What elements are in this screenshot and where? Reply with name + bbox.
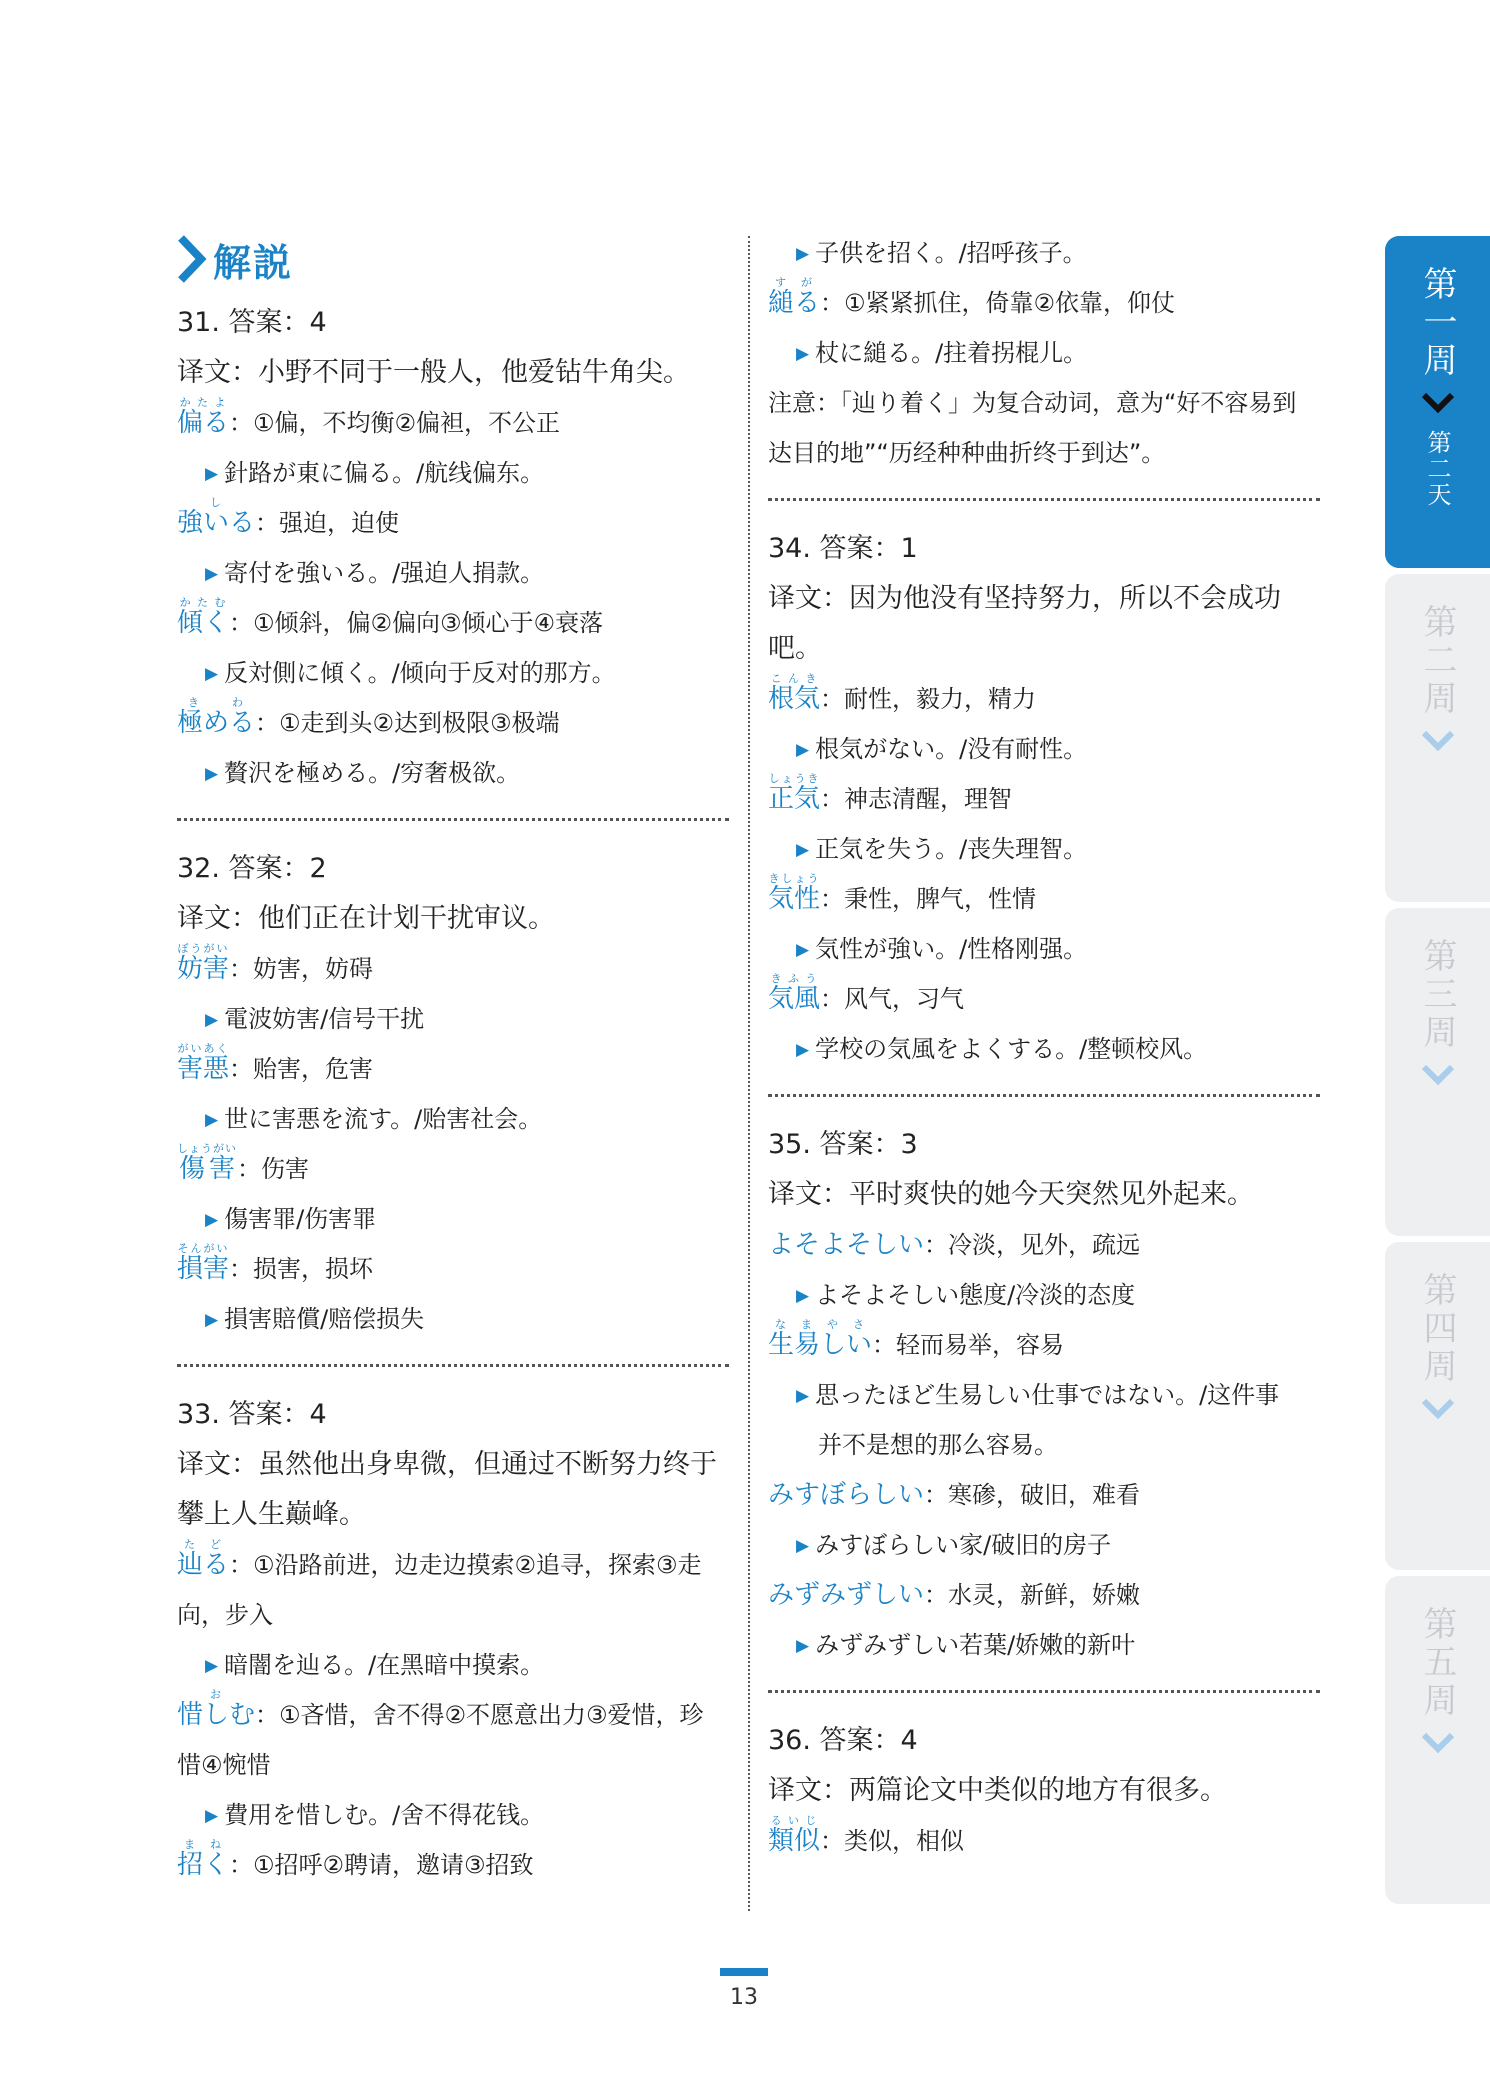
translation-33-cont: 攀上人生巅峰。: [177, 1499, 366, 1530]
vocab-entry: 強いるし ：强迫，迫使: [177, 496, 400, 538]
answer-33: 33. 答案：4: [177, 1399, 327, 1430]
section-header: [177, 228, 729, 290]
vocab-entry: 傾くかたむ ：①倾斜，偏②偏向③倾心于④衰落: [177, 596, 604, 638]
note: 注意：「辿り着く」为复合动词，意为“好不容易到: [768, 389, 1297, 417]
vocab-entry: 傷害しょうがい ：伤害: [177, 1142, 309, 1184]
example: ▶ 暗闇を辿る。/在黑暗中摸索。: [205, 1651, 545, 1679]
example: ▶ 子供を招く。/招呼孩子。: [796, 239, 1087, 267]
vocab-entry: 極めるきわ ：①走到头②达到极限③极端: [177, 696, 560, 738]
left-column: [177, 228, 729, 1890]
vocab-entry: 損害そんがい ：损害，损坏: [177, 1242, 374, 1284]
tab-label: 第一周: [1417, 266, 1457, 380]
vocab-entry: 惜しむお ：①吝惜，舍不得②不愿意出力③爱惜，珍: [177, 1688, 704, 1730]
example: ▶ 世に害悪を流す。/贻害社会。: [205, 1105, 543, 1133]
vocab-entry: 招くまね ：①招呼②聘请，邀请③招致: [177, 1838, 534, 1880]
tab-label: 第五周: [1417, 1606, 1457, 1720]
triangle-bullet-icon: ▶: [205, 1110, 219, 1130]
tab-week-2[interactable]: [1385, 574, 1490, 902]
section-divider: [177, 1364, 729, 1368]
section-divider: [177, 818, 729, 822]
translation-34-cont: 吧。: [768, 633, 822, 664]
triangle-bullet-icon: ▶: [205, 1010, 219, 1030]
example: ▶ 気性が強い。/性格刚强。: [796, 935, 1088, 963]
vocab-entry: 縋るすが ：①紧紧抓住，倚靠②依靠，仰仗: [768, 276, 1176, 318]
chevron-right-icon: [177, 234, 207, 284]
tab-week-4[interactable]: [1385, 1242, 1490, 1570]
vocab-entry: 辿るたど ：①沿路前进，边走边摸索②追寻，探索③走: [177, 1538, 702, 1580]
example: ▶ 学校の気風をよくする。/整顿校风。: [796, 1035, 1208, 1063]
section-divider: [768, 1690, 1320, 1694]
translation-32: 译文：他们正在计划干扰审议。: [177, 903, 555, 934]
page-number: 13: [730, 1985, 758, 2010]
vocab-entry: 妨害ぼうがい ：妨害，妨碍: [177, 942, 374, 984]
example: ▶ 杖に縋る。/拄着拐棍儿。: [796, 339, 1088, 367]
answer-31: 31. 答案：4: [177, 307, 327, 338]
example: ▶ 寄付を強いる。/强迫人捐款。: [205, 559, 545, 587]
definition-cont: 惜④惋惜: [177, 1751, 271, 1779]
vocab-entry: みずみずしい ：水灵，新鲜，娇嫩: [768, 1580, 1141, 1610]
tab-label: 第三周: [1417, 938, 1457, 1052]
chevron-down-icon: [1421, 1732, 1455, 1754]
translation-35: 译文：平时爽快的她今天突然见外起来。: [768, 1179, 1254, 1210]
example: ▶ 損害賠償/赔偿损失: [205, 1305, 425, 1333]
vocab-entry: 生易しいなまやさ ：轻而易举，容易: [768, 1318, 1065, 1360]
example: ▶ 費用を惜しむ。/舍不得花钱。: [205, 1801, 545, 1829]
definition-cont: 向，步入: [177, 1601, 273, 1629]
answer-35: 35. 答案：3: [768, 1129, 918, 1160]
answer-32: 32. 答案：2: [177, 853, 327, 884]
translation-31: 译文：小野不同于一般人，他爱钻牛角尖。: [177, 357, 690, 388]
tab-label: 第二周: [1417, 604, 1457, 718]
triangle-bullet-icon: ▶: [205, 464, 219, 484]
triangle-bullet-icon: ▶: [796, 840, 810, 860]
section-divider: [768, 1094, 1320, 1098]
week-tabs: [1385, 236, 1490, 1910]
vocab-entry: よそよそしい ：冷淡，见外，疏远: [768, 1230, 1141, 1260]
example: ▶ 傷害罪/伤害罪: [205, 1205, 377, 1233]
tab-label: 第四周: [1417, 1272, 1457, 1386]
translation-33: 译文：虽然他出身卑微，但通过不断努力终于: [177, 1449, 717, 1480]
example: ▶ 思ったほど生易しい仕事ではない。/这件事: [796, 1381, 1280, 1409]
triangle-bullet-icon: ▶: [205, 664, 219, 684]
triangle-bullet-icon: ▶: [796, 344, 810, 364]
column-divider: [748, 236, 750, 1911]
triangle-bullet-icon: ▶: [796, 1040, 810, 1060]
triangle-bullet-icon: ▶: [205, 1310, 219, 1330]
triangle-bullet-icon: ▶: [796, 1536, 810, 1556]
right-column: [768, 228, 1320, 1866]
vocab-entry: 根気こんき ：耐性，毅力，精力: [768, 672, 1037, 714]
section-title: 解説: [213, 240, 294, 285]
triangle-bullet-icon: ▶: [796, 740, 810, 760]
translation-34: 译文：因为他没有坚持努力，所以不会成功: [768, 583, 1281, 614]
example-cont: 并不是想的那么容易。: [818, 1431, 1058, 1459]
triangle-bullet-icon: ▶: [796, 244, 810, 264]
tab-week-5[interactable]: [1385, 1576, 1490, 1904]
chevron-down-icon: [1421, 730, 1455, 752]
vocab-entry: 偏るかたよ ：①偏，不均衡②偏袒，不公正: [177, 396, 561, 438]
answer-34: 34. 答案：1: [768, 533, 918, 564]
vocab-entry: 気風きふう ：风气，习气: [768, 972, 965, 1014]
tab-week-1[interactable]: [1385, 236, 1490, 568]
note-cont: 达目的地”“历经种种曲折终于到达”。: [768, 439, 1166, 467]
triangle-bullet-icon: ▶: [205, 564, 219, 584]
translation-36: 译文：两篇论文中类似的地方有很多。: [768, 1775, 1227, 1806]
section-divider: [768, 498, 1320, 502]
vocab-entry: みすぼらしい ：寒碜，破旧，难看: [768, 1480, 1141, 1510]
triangle-bullet-icon: ▶: [796, 1286, 810, 1306]
example: ▶ 針路が東に偏る。/航线偏东。: [205, 459, 545, 487]
tab-week-3[interactable]: [1385, 908, 1490, 1236]
example: ▶ みすぼらしい家/破旧的房子: [796, 1531, 1112, 1559]
page-number-bar: [720, 1968, 768, 1976]
example: ▶ みずみずしい若葉/娇嫩的新叶: [796, 1631, 1136, 1659]
vocab-entry: 害悪がいあく ：贻害，危害: [177, 1042, 374, 1084]
triangle-bullet-icon: ▶: [796, 940, 810, 960]
vocab-entry: 類似るいじ ：类似，相似: [768, 1814, 965, 1856]
triangle-bullet-icon: ▶: [205, 1656, 219, 1676]
tab-day-label: 第二天: [1423, 430, 1451, 508]
chevron-down-icon: [1421, 1064, 1455, 1086]
triangle-bullet-icon: ▶: [205, 1210, 219, 1230]
triangle-bullet-icon: ▶: [796, 1386, 810, 1406]
example: ▶ 根気がない。/没有耐性。: [796, 735, 1088, 763]
example: ▶ 電波妨害/信号干扰: [205, 1005, 425, 1033]
triangle-bullet-icon: ▶: [205, 764, 219, 784]
chevron-down-icon: [1421, 1398, 1455, 1420]
example: ▶ 正気を失う。/丧失理智。: [796, 835, 1088, 863]
triangle-bullet-icon: ▶: [205, 1806, 219, 1826]
example: ▶ よそよそしい態度/冷淡的态度: [796, 1281, 1136, 1309]
vocab-entry: 気性きしょう ：秉性，脾气，性情: [768, 872, 1037, 914]
vocab-entry: 正気しょうき ：神志清醒，理智: [768, 772, 1013, 814]
chevron-down-icon: [1421, 392, 1455, 414]
triangle-bullet-icon: ▶: [796, 1636, 810, 1656]
answer-36: 36. 答案：4: [768, 1725, 918, 1756]
example: ▶ 贅沢を極める。/穷奢极欲。: [205, 759, 521, 787]
example: ▶ 反対側に傾く。/倾向于反对的那方。: [205, 659, 616, 687]
